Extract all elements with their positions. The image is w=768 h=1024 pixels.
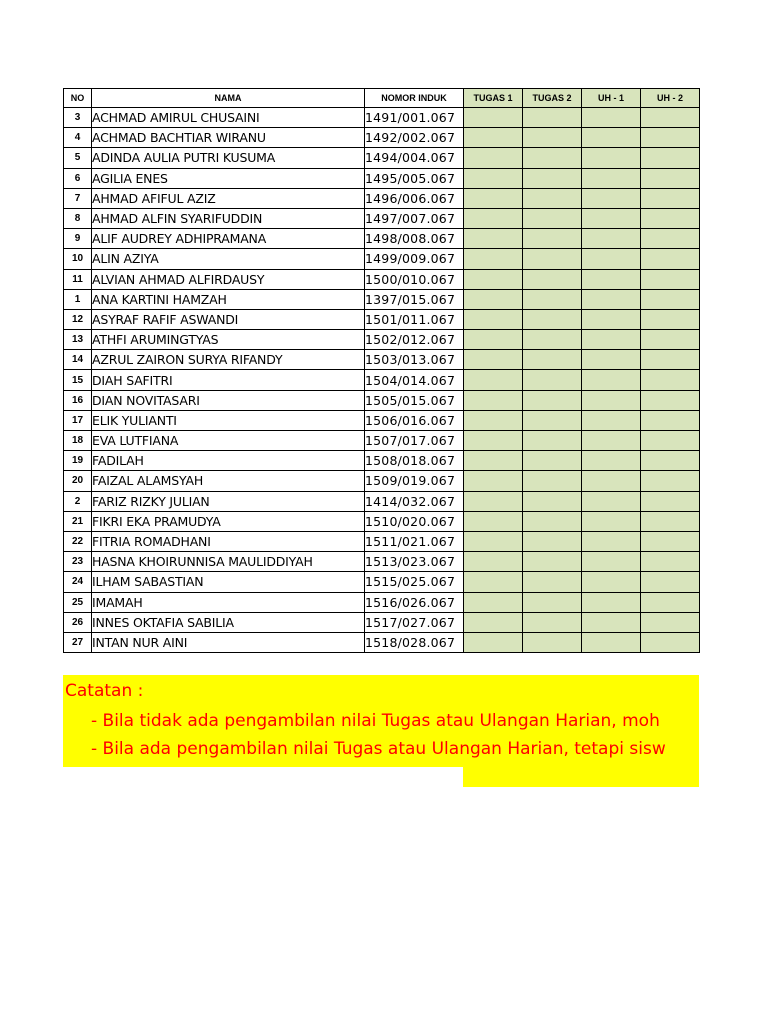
score-uh-1[interactable] (582, 511, 641, 531)
student-name: ACHMAD AMIRUL CHUSAINI (92, 108, 365, 128)
score-uh-2[interactable] (641, 531, 700, 551)
score-uh-1[interactable] (582, 370, 641, 390)
row-number: 24 (64, 572, 92, 592)
table-row (64, 330, 700, 350)
score-tugas-1[interactable] (464, 148, 523, 168)
student-name: AHMAD AFIFUL AZIZ (92, 188, 365, 208)
student-id: 1504/014.067 (365, 370, 464, 390)
student-id: 1507/017.067 (365, 431, 464, 451)
row-number: 21 (64, 511, 92, 531)
row-number: 8 (64, 208, 92, 228)
student-id: 1510/020.067 (365, 511, 464, 531)
row-number: 10 (64, 249, 92, 269)
score-tugas-2[interactable] (523, 188, 582, 208)
header-nama: NAMA (92, 89, 365, 108)
score-uh-2[interactable] (641, 632, 700, 652)
student-id: 1498/008.067 (365, 229, 464, 249)
score-uh-2[interactable] (641, 229, 700, 249)
table-row (64, 350, 700, 370)
score-tugas-1[interactable] (464, 330, 523, 350)
score-tugas-2[interactable] (523, 410, 582, 430)
score-tugas-2[interactable] (523, 552, 582, 572)
score-tugas-1[interactable] (464, 491, 523, 511)
score-tugas-1[interactable] (464, 612, 523, 632)
score-uh-1[interactable] (582, 491, 641, 511)
row-number: 22 (64, 531, 92, 551)
score-uh-2[interactable] (641, 168, 700, 188)
score-uh-2[interactable] (641, 572, 700, 592)
score-tugas-1[interactable] (464, 431, 523, 451)
score-uh-2[interactable] (641, 309, 700, 329)
score-uh-1[interactable] (582, 309, 641, 329)
student-grade-table (63, 88, 700, 653)
student-name: ACHMAD BACHTIAR WIRANU (92, 128, 365, 148)
table-row (64, 491, 700, 511)
table-row (64, 309, 700, 329)
table-row (64, 511, 700, 531)
score-tugas-1[interactable] (464, 410, 523, 430)
row-number: 5 (64, 148, 92, 168)
score-uh-2[interactable] (641, 451, 700, 471)
score-uh-2[interactable] (641, 269, 700, 289)
row-number: 4 (64, 128, 92, 148)
table-row (64, 168, 700, 188)
score-uh-1[interactable] (582, 431, 641, 451)
score-tugas-1[interactable] (464, 531, 523, 551)
score-uh-1[interactable] (582, 289, 641, 309)
score-tugas-1[interactable] (464, 592, 523, 612)
student-name: ALVIAN AHMAD ALFIRDAUSY (92, 269, 365, 289)
score-tugas-2[interactable] (523, 491, 582, 511)
score-tugas-2[interactable] (523, 108, 582, 128)
student-name: INTAN NUR AINI (92, 632, 365, 652)
score-tugas-2[interactable] (523, 208, 582, 228)
score-uh-2[interactable] (641, 491, 700, 511)
student-id: 1500/010.067 (365, 269, 464, 289)
score-uh-2[interactable] (641, 208, 700, 228)
score-uh-1[interactable] (582, 168, 641, 188)
score-tugas-1[interactable] (464, 108, 523, 128)
student-id: 1509/019.067 (365, 471, 464, 491)
score-tugas-1[interactable] (464, 632, 523, 652)
score-uh-1[interactable] (582, 592, 641, 612)
score-uh-1[interactable] (582, 350, 641, 370)
header-tugas-2: TUGAS 2 (523, 89, 582, 108)
table-row (64, 451, 700, 471)
notes-block (63, 675, 699, 767)
table-row (64, 431, 700, 451)
row-number: 1 (64, 289, 92, 309)
score-uh-2[interactable] (641, 128, 700, 148)
table-row (64, 471, 700, 491)
score-uh-2[interactable] (641, 511, 700, 531)
score-tugas-2[interactable] (523, 632, 582, 652)
score-tugas-1[interactable] (464, 390, 523, 410)
student-id: 1505/015.067 (365, 390, 464, 410)
student-id: 1501/011.067 (365, 309, 464, 329)
student-id: 1499/009.067 (365, 249, 464, 269)
student-id: 1414/032.067 (365, 491, 464, 511)
score-uh-2[interactable] (641, 249, 700, 269)
score-uh-1[interactable] (582, 148, 641, 168)
score-tugas-2[interactable] (523, 249, 582, 269)
student-id: 1495/005.067 (365, 168, 464, 188)
score-tugas-1[interactable] (464, 572, 523, 592)
score-tugas-2[interactable] (523, 431, 582, 451)
header-uh-1: UH - 1 (582, 89, 641, 108)
score-tugas-1[interactable] (464, 552, 523, 572)
score-uh-1[interactable] (582, 632, 641, 652)
score-uh-1[interactable] (582, 108, 641, 128)
score-tugas-1[interactable] (464, 511, 523, 531)
table-row (64, 249, 700, 269)
table-row (64, 229, 700, 249)
student-id: 1496/006.067 (365, 188, 464, 208)
row-number: 26 (64, 612, 92, 632)
score-tugas-2[interactable] (523, 269, 582, 289)
score-uh-2[interactable] (641, 148, 700, 168)
score-uh-1[interactable] (582, 188, 641, 208)
score-tugas-1[interactable] (464, 370, 523, 390)
score-uh-2[interactable] (641, 370, 700, 390)
score-tugas-1[interactable] (464, 188, 523, 208)
row-number: 3 (64, 108, 92, 128)
student-id: 1518/028.067 (365, 632, 464, 652)
score-tugas-2[interactable] (523, 289, 582, 309)
header-nomor-induk: NOMOR INDUK (365, 89, 464, 108)
score-uh-1[interactable] (582, 471, 641, 491)
notes-line-1: - Bila tidak ada pengambilan nilai Tugas atau Ulangan Harian, moh (91, 711, 660, 731)
student-name: FIKRI EKA PRAMUDYA (92, 511, 365, 531)
score-tugas-2[interactable] (523, 471, 582, 491)
score-tugas-2[interactable] (523, 350, 582, 370)
score-uh-1[interactable] (582, 451, 641, 471)
score-uh-2[interactable] (641, 390, 700, 410)
score-uh-2[interactable] (641, 410, 700, 430)
score-tugas-2[interactable] (523, 572, 582, 592)
row-number: 15 (64, 370, 92, 390)
student-name: INNES OKTAFIA SABILIA (92, 612, 365, 632)
student-name: HASNA KHOIRUNNISA MAULIDDIYAH (92, 552, 365, 572)
score-uh-2[interactable] (641, 431, 700, 451)
row-number: 13 (64, 330, 92, 350)
student-name: ILHAM SABASTIAN (92, 572, 365, 592)
score-tugas-1[interactable] (464, 208, 523, 228)
table-row (64, 108, 700, 128)
row-number: 18 (64, 431, 92, 451)
student-name: ATHFI ARUMINGTYAS (92, 330, 365, 350)
score-tugas-1[interactable] (464, 471, 523, 491)
student-id: 1506/016.067 (365, 410, 464, 430)
table-row (64, 390, 700, 410)
row-number: 17 (64, 410, 92, 430)
score-tugas-2[interactable] (523, 531, 582, 551)
score-uh-2[interactable] (641, 612, 700, 632)
score-uh-2[interactable] (641, 350, 700, 370)
student-name: ELIK YULIANTI (92, 410, 365, 430)
student-name: FADILAH (92, 451, 365, 471)
score-tugas-1[interactable] (464, 309, 523, 329)
notes-line-2: - Bila ada pengambilan nilai Tugas atau Ulangan Harian, tetapi sisw (91, 739, 666, 759)
score-uh-2[interactable] (641, 330, 700, 350)
student-name: DIAH SAFITRI (92, 370, 365, 390)
score-tugas-2[interactable] (523, 370, 582, 390)
score-tugas-2[interactable] (523, 511, 582, 531)
header-tugas-1: TUGAS 1 (464, 89, 523, 108)
student-name: ALIF AUDREY ADHIPRAMANA (92, 229, 365, 249)
row-number: 6 (64, 168, 92, 188)
score-uh-1[interactable] (582, 208, 641, 228)
student-name: FARIZ RIZKY JULIAN (92, 491, 365, 511)
score-uh-2[interactable] (641, 289, 700, 309)
score-tugas-2[interactable] (523, 612, 582, 632)
row-number: 23 (64, 552, 92, 572)
score-uh-1[interactable] (582, 390, 641, 410)
table-row (64, 531, 700, 551)
table-row (64, 370, 700, 390)
score-uh-1[interactable] (582, 612, 641, 632)
score-tugas-1[interactable] (464, 229, 523, 249)
score-tugas-2[interactable] (523, 451, 582, 471)
student-id: 1491/001.067 (365, 108, 464, 128)
table-row (64, 572, 700, 592)
score-uh-2[interactable] (641, 188, 700, 208)
score-tugas-1[interactable] (464, 451, 523, 471)
student-id: 1497/007.067 (365, 208, 464, 228)
score-uh-1[interactable] (582, 572, 641, 592)
student-name: ANA KARTINI HAMZAH (92, 289, 365, 309)
score-tugas-1[interactable] (464, 168, 523, 188)
student-id: 1508/018.067 (365, 451, 464, 471)
student-id: 1502/012.067 (365, 330, 464, 350)
student-id: 1397/015.067 (365, 289, 464, 309)
student-id: 1511/021.067 (365, 531, 464, 551)
score-tugas-1[interactable] (464, 249, 523, 269)
row-number: 2 (64, 491, 92, 511)
header-uh-2: UH - 2 (641, 89, 700, 108)
score-tugas-2[interactable] (523, 390, 582, 410)
student-name: AHMAD ALFIN SYARIFUDDIN (92, 208, 365, 228)
score-uh-1[interactable] (582, 410, 641, 430)
student-id: 1517/027.067 (365, 612, 464, 632)
score-tugas-2[interactable] (523, 330, 582, 350)
table-row (64, 612, 700, 632)
row-number: 9 (64, 229, 92, 249)
table-row (64, 128, 700, 148)
score-tugas-2[interactable] (523, 309, 582, 329)
student-name: ALIN AZIYA (92, 249, 365, 269)
score-uh-1[interactable] (582, 229, 641, 249)
student-name: ADINDA AULIA PUTRI KUSUMA (92, 148, 365, 168)
table-row (64, 592, 700, 612)
score-tugas-2[interactable] (523, 229, 582, 249)
score-tugas-2[interactable] (523, 168, 582, 188)
student-id: 1515/025.067 (365, 572, 464, 592)
table-row (64, 208, 700, 228)
row-number: 19 (64, 451, 92, 471)
header-row (64, 89, 700, 108)
student-id: 1513/023.067 (365, 552, 464, 572)
row-number: 25 (64, 592, 92, 612)
student-name: EVA LUTFIANA (92, 431, 365, 451)
student-name: IMAMAH (92, 592, 365, 612)
table-row (64, 410, 700, 430)
score-uh-2[interactable] (641, 552, 700, 572)
score-tugas-1[interactable] (464, 289, 523, 309)
table-row (64, 289, 700, 309)
row-number: 20 (64, 471, 92, 491)
row-number: 27 (64, 632, 92, 652)
row-number: 16 (64, 390, 92, 410)
student-name: DIAN NOVITASARI (92, 390, 365, 410)
score-tugas-1[interactable] (464, 128, 523, 148)
score-uh-1[interactable] (582, 531, 641, 551)
student-name: FAIZAL ALAMSYAH (92, 471, 365, 491)
score-uh-2[interactable] (641, 471, 700, 491)
score-uh-2[interactable] (641, 108, 700, 128)
student-id: 1494/004.067 (365, 148, 464, 168)
student-id: 1492/002.067 (365, 128, 464, 148)
table-row (64, 148, 700, 168)
notes-title: Catatan : (65, 681, 144, 701)
header-no: NO (64, 89, 92, 108)
student-id: 1516/026.067 (365, 592, 464, 612)
score-uh-2[interactable] (641, 592, 700, 612)
row-number: 11 (64, 269, 92, 289)
score-uh-1[interactable] (582, 330, 641, 350)
student-id: 1503/013.067 (365, 350, 464, 370)
student-name: AZRUL ZAIRON SURYA RIFANDY (92, 350, 365, 370)
score-tugas-1[interactable] (464, 350, 523, 370)
table-row (64, 552, 700, 572)
score-uh-1[interactable] (582, 552, 641, 572)
student-name: FITRIA ROMADHANI (92, 531, 365, 551)
score-uh-1[interactable] (582, 249, 641, 269)
row-number: 12 (64, 309, 92, 329)
note-highlight-extension (463, 767, 699, 787)
table-row (64, 632, 700, 652)
row-number: 14 (64, 350, 92, 370)
student-name: ASYRAF RAFIF ASWANDI (92, 309, 365, 329)
score-uh-1[interactable] (582, 269, 641, 289)
table-row (64, 188, 700, 208)
score-tugas-1[interactable] (464, 269, 523, 289)
score-tugas-2[interactable] (523, 592, 582, 612)
score-tugas-2[interactable] (523, 148, 582, 168)
student-name: AGILIA ENES (92, 168, 365, 188)
table-row (64, 269, 700, 289)
row-number: 7 (64, 188, 92, 208)
score-uh-1[interactable] (582, 128, 641, 148)
score-tugas-2[interactable] (523, 128, 582, 148)
